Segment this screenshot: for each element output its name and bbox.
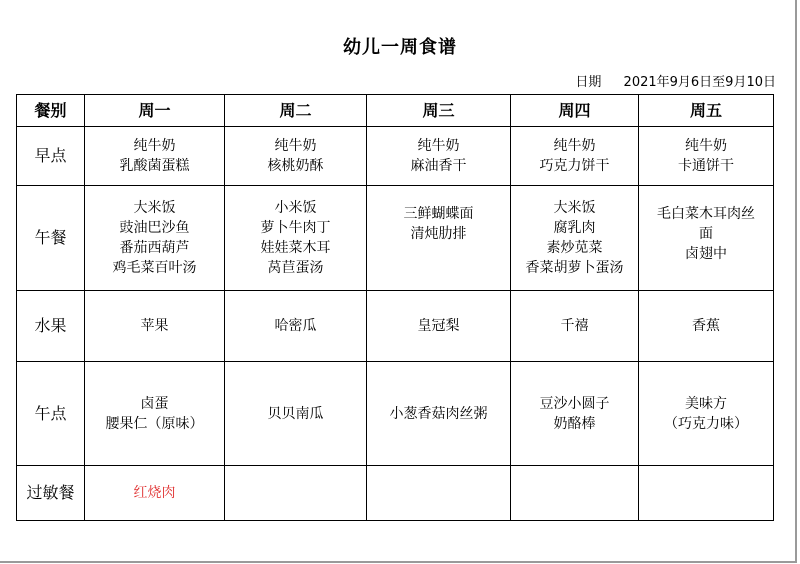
menu-cell (639, 127, 774, 186)
weekly-menu-table (16, 94, 774, 521)
dish: 纯牛奶 (685, 138, 727, 154)
dish: 番茄西葫芦 (119, 240, 190, 256)
dish: 娃娃菜木耳 (260, 240, 331, 256)
day-header-tue: 周二 (225, 95, 367, 127)
row-header-lunch: 午餐 (17, 186, 85, 291)
date-row (575, 71, 776, 90)
dish: 素炒苋菜 (546, 240, 603, 256)
header-row (17, 95, 774, 127)
row-header-afternoon-snack: 午点 (17, 362, 85, 466)
row-header-breakfast: 早点 (17, 127, 85, 186)
menu-cell (225, 466, 367, 521)
dish: 豉油巴沙鱼 (119, 220, 190, 236)
menu-cell (225, 362, 367, 466)
dish: 美味方 (685, 395, 727, 412)
dish: 纯牛奶 (553, 138, 596, 154)
date-label: 日期 (575, 75, 602, 90)
dish: 卡通饼干 (678, 158, 734, 174)
dish: 巧克力饼干 (539, 158, 610, 174)
dish: 纯牛奶 (417, 138, 460, 154)
allergy-dish: 红烧肉 (133, 485, 176, 501)
dish: 大米饭 (553, 200, 596, 216)
day-header-fri: 周五 (639, 95, 774, 127)
menu-cell (225, 127, 367, 186)
menu-cell (85, 127, 225, 186)
dish: 毛白菜木耳肉丝 (657, 206, 755, 222)
menu-cell (225, 291, 367, 362)
menu-cell (225, 186, 367, 291)
page-title: 幼儿一周食谱 (343, 37, 457, 58)
dish: 苹果 (140, 318, 169, 334)
menu-cell (639, 186, 774, 291)
dish: 面 (699, 226, 713, 242)
dish: 萝卜牛肉丁 (260, 220, 331, 236)
dish: 核桃奶酥 (267, 158, 324, 174)
menu-cell (639, 362, 774, 466)
dish: 贝贝南瓜 (267, 405, 324, 422)
day-header-wed: 周三 (367, 95, 511, 127)
menu-cell (367, 466, 511, 521)
row-header-allergy-meal: 过敏餐 (17, 466, 85, 521)
dish: 皇冠梨 (417, 318, 460, 334)
menu-cell (511, 466, 639, 521)
dish: 鸡毛菜百叶汤 (112, 260, 197, 276)
table-row (17, 466, 774, 521)
dish: 清炖肋排 (410, 226, 467, 242)
table-row (17, 291, 774, 362)
dish: 香蕉 (692, 318, 720, 334)
dish: （巧克力味） (664, 415, 748, 432)
dish: 卤翅中 (685, 246, 727, 262)
table-row (17, 127, 774, 186)
table-row (17, 186, 774, 291)
dish: 乳酸菌蛋糕 (119, 158, 190, 174)
menu-cell (85, 291, 225, 362)
table-row (17, 362, 774, 466)
dish: 腐乳肉 (553, 220, 596, 236)
menu-cell (367, 291, 511, 362)
dish: 千禧 (560, 318, 589, 334)
dish: 纯牛奶 (274, 138, 317, 154)
dish: 腰果仁（原味） (105, 415, 204, 432)
menu-cell (367, 186, 511, 291)
dish: 三鲜蝴蝶面 (403, 206, 474, 222)
day-header-thu: 周四 (511, 95, 639, 127)
dish: 麻油香干 (410, 158, 467, 174)
dish: 卤蛋 (140, 395, 169, 412)
row-header-fruit: 水果 (17, 291, 85, 362)
menu-cell (85, 466, 225, 521)
menu-cell (639, 291, 774, 362)
date-range: 2021年9月6日至9月10日 (623, 75, 776, 90)
menu-cell (511, 362, 639, 466)
dish: 小葱香菇肉丝粥 (389, 405, 488, 422)
menu-cell (511, 186, 639, 291)
dish: 香菜胡萝卜蛋汤 (525, 260, 624, 276)
menu-cell (511, 127, 639, 186)
dish: 莴苣蛋汤 (267, 260, 324, 276)
menu-cell (367, 362, 511, 466)
menu-cell (367, 127, 511, 186)
dish: 大米饭 (133, 200, 176, 216)
dish: 小米饭 (274, 200, 317, 216)
menu-cell (511, 291, 639, 362)
corner-header: 餐别 (17, 95, 85, 127)
menu-cell (639, 466, 774, 521)
menu-cell (85, 362, 225, 466)
dish: 哈密瓜 (274, 318, 317, 334)
dish: 纯牛奶 (133, 138, 176, 154)
menu-cell (85, 186, 225, 291)
day-header-mon: 周一 (85, 95, 225, 127)
dish: 奶酪棒 (553, 415, 596, 432)
dish: 豆沙小圆子 (539, 395, 610, 412)
